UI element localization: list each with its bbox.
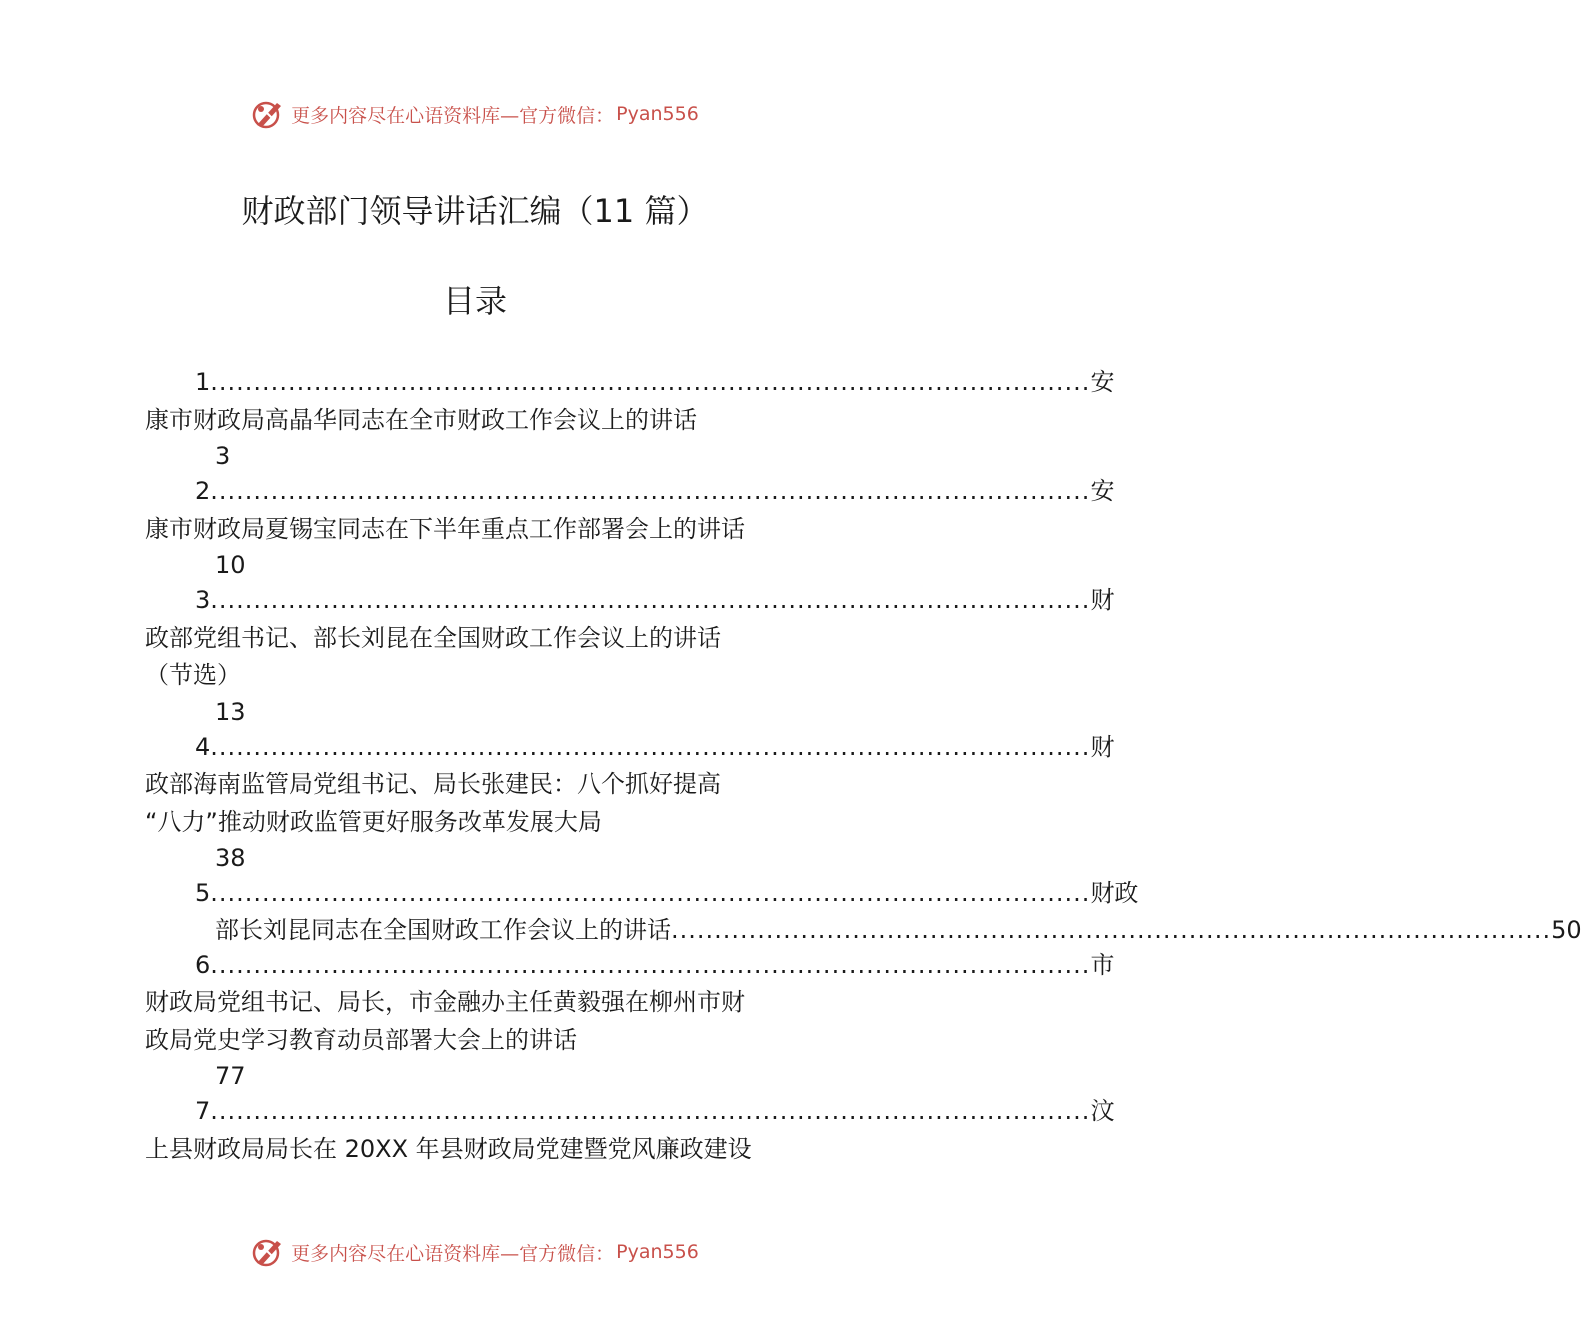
toc-entry-4-text: 政部海南监管局党组书记、局长张建民：八个抓好提高 [145,770,721,798]
toc-entry-2-head[interactable]: 2 ...................................................................................................... 安 [195,477,1115,505]
toc-entry-4-page: 38 [215,844,246,872]
table-of-contents [145,364,1582,1168]
toc-entry-3-page: 13 [215,697,246,726]
toc-entry-2-text: 康市财政局夏锡宝同志在下半年重点工作部署会上的讲话 [145,514,745,543]
pen-logo-icon [251,1235,285,1269]
banner-wechat-id: Pyan556 [616,103,699,125]
toc-entry-1-page: 3 [215,442,231,470]
toc-entry-3-head[interactable]: 3 ...................................................................................................... 财 [195,586,1115,614]
banner-wechat-id: Pyan556 [616,1241,699,1263]
pen-logo-icon [251,97,285,131]
banner-text: 更多内容尽在心语资料库—官方微信： [291,104,615,127]
toc-entry-1-text: 康市财政局高晶华同志在全市财政工作会议上的讲话 [145,405,697,434]
banner-text: 更多内容尽在心语资料库—官方微信： [291,1242,615,1265]
toc-entry-1-head[interactable]: 1 ...................................................................................................... 安 [195,368,1115,396]
toc-entry-5-page: 50 [1551,915,1582,944]
toc-entry-7-head[interactable]: 7 ...................................................................................................... 汶 [195,1097,1115,1125]
toc-entry-4-head[interactable]: 4 ...................................................................................................... 财 [195,732,1115,761]
toc-entry-6-text-2: 政局党史学习教育动员部署大会上的讲话 [145,1025,577,1054]
toc-entry-4-text-2: “八力”推动财政监管更好服务改革发展大局 [145,807,602,836]
toc-entry-5-head[interactable]: 5 ...................................................................................................... 财政 [195,879,1139,907]
toc-entry-6-head[interactable]: 6 ...................................................................................................... 市 [195,950,1115,979]
toc-entry-5-text: 部长刘昆同志在全国财政工作会议上的讲话 ...................................................................................................... 50 [145,913,835,947]
toc-entry-6-page: 77 [215,1062,246,1090]
header-banner [0,94,950,134]
toc-entry-7-text: 上县财政局局长在 20XX 年县财政局党建暨党风廉政建设 [145,1134,752,1163]
toc-entry-3-text-2: （节选） [145,661,241,689]
toc-heading: 目录 [442,282,507,320]
toc-entry-3-text: 政部党组书记、部长刘昆在全国财政工作会议上的讲话 [145,623,721,652]
toc-entry-6-text: 财政局党组书记、局长，市金融办主任黄毅强在柳州市财 [145,988,745,1016]
toc-entry-2-page: 10 [215,551,246,579]
document-title: 财政部门领导讲话汇编（11 篇） [241,192,709,230]
footer-banner [0,1232,950,1272]
